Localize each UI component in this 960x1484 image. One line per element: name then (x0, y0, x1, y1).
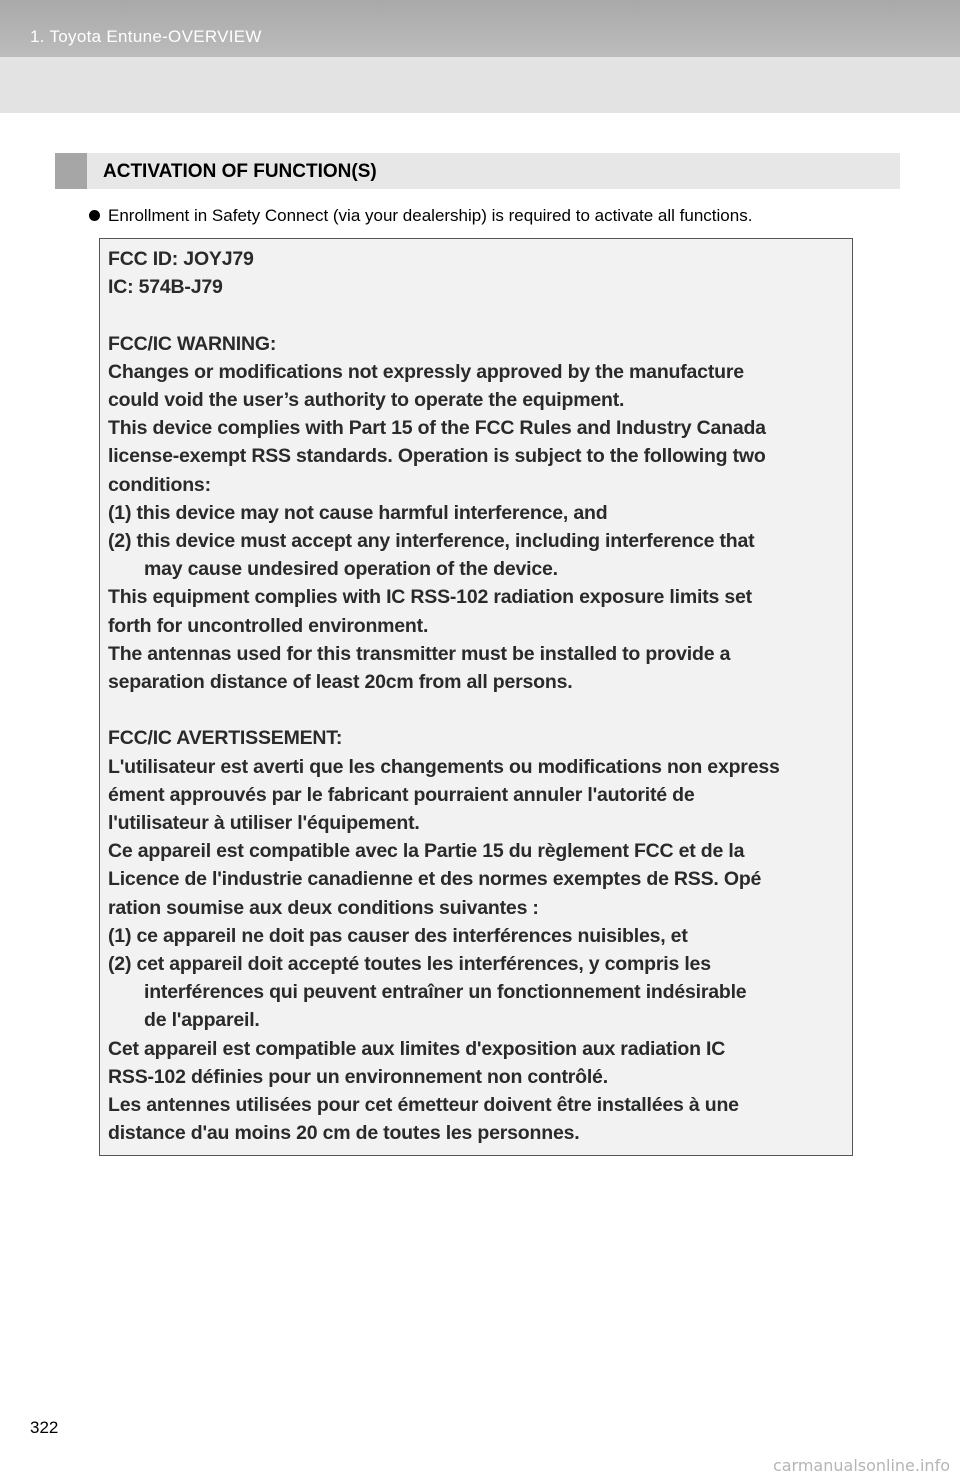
page-header (0, 0, 960, 113)
warning-line: This device complies with Part 15 of the FCC Rules and Industry Canada (108, 417, 766, 440)
avertissement-line: (2) cet appareil doit accepté toutes les interférences, y compris les (108, 953, 711, 976)
avertissement-heading: FCC/IC AVERTISSEMENT: (108, 727, 343, 750)
avertissement-line: l'utilisateur à utiliser l'équipement. (108, 812, 420, 835)
warning-line: (1) this device may not cause harmful interference, and (108, 501, 608, 524)
warning-line: (2) this device must accept any interference, including interference that (108, 530, 755, 553)
chapter-title: 1. Toyota Entune-OVERVIEW (30, 27, 262, 46)
bullet-item (89, 206, 909, 226)
warning-line: This equipment complies with IC RSS-102 radiation exposure limits set (108, 586, 752, 609)
avertissement-line: ément approuvés par le fabricant pourraient annuler l'autorité de (108, 783, 695, 806)
warning-line: could void the user’s authority to operate the equipment. (108, 389, 625, 411)
section-heading-bar (55, 153, 900, 189)
warning-line: may cause undesired operation of the device. (144, 558, 558, 581)
avertissement-line: Licence de l'industrie canadienne et des normes exemptes de RSS. Opé (108, 868, 762, 891)
avertissement-line: Les antennes utilisées pour cet émetteur doivent être installées à une (108, 1094, 739, 1117)
avertissement-line: RSS-102 définies pour un environnement non contrôlé. (108, 1065, 608, 1088)
warning-line: conditions: (108, 473, 211, 496)
warning-heading: FCC/IC WARNING: (108, 332, 277, 355)
section-title: ACTIVATION OF FUNCTION(S) (103, 161, 377, 182)
avertissement-line: Cet appareil est compatible aux limites d'exposition aux radiation IC (108, 1037, 726, 1060)
warning-line: forth for uncontrolled environment. (108, 614, 429, 637)
fcc-id: FCC ID: JOYJ79 (108, 248, 254, 270)
avertissement-line: distance d'au moins 20 cm de toutes les personnes. (108, 1122, 580, 1145)
avertissement-line: ration soumise aux deux conditions suivantes : (108, 896, 539, 919)
fcc-label-image (99, 238, 853, 1156)
ic-id: IC: 574B-J79 (108, 276, 223, 299)
avertissement-line: interférences qui peuvent entraîner un fonctionnement indésirable (144, 981, 747, 1004)
bullet-text: Enrollment in Safety Connect (via your dealership) is required to activate all functions. (108, 206, 753, 225)
fcc-label-text (108, 245, 853, 1147)
avertissement-line: de l'appareil. (144, 1009, 260, 1032)
avertissement-line: L'utilisateur est averti que les changements ou modifications non express (108, 755, 780, 778)
avertissement-line: Ce appareil est compatible avec la Partie 15 du règlement FCC et de la (108, 840, 745, 863)
warning-line: The antennas used for this transmitter must be installed to provide a (108, 642, 731, 665)
warning-line: separation distance of least 20cm from all persons. (108, 671, 573, 694)
bullet-icon (89, 210, 100, 221)
page-number: 322 (30, 1418, 59, 1437)
header-top-band (0, 0, 960, 57)
watermark: carmanualsonline.info (772, 1456, 950, 1475)
warning-line: Changes or modifications not expressly approved by the manufacture (108, 360, 744, 383)
section-heading-marker (55, 153, 87, 189)
warning-line: license-exempt RSS standards. Operation is subject to the following two (108, 445, 766, 468)
avertissement-line: (1) ce appareil ne doit pas causer des interférences nuisibles, et (108, 924, 688, 947)
